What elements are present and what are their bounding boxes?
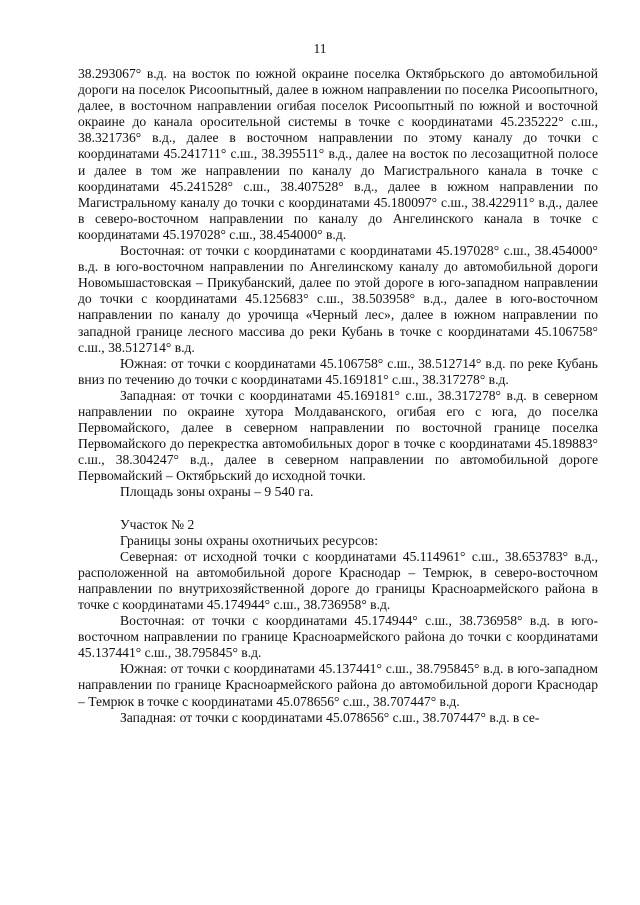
- section-spacer: [78, 501, 598, 517]
- paragraph-s2-south: Южная: от точки с координатами 45.137441° с.ш., 38.795845° в.д. в юго-западном направлении по границе Красноармейского района до автомобильной дороги Краснодар – Темрюк в точке с координатами 45.078656° с.ш., 38.707447° в.д.: [78, 661, 598, 709]
- paragraph-continuation: 38.293067° в.д. на восток по южной окраине поселка Октябрьского до автомобильной дороги на поселок Рисоопытный, далее в южном направлении по поселка Рисоопытного, далее, в восточном направлении огибая поселок Рисоопытный по южной и восточной окраине до канала оросительной системы в точке с координатами 45.235222° с.ш., 38.321736° в.д., далее в восточном направлении по этому каналу до точки с координатами 45.241711° с.ш., 38.395511° в.д., далее на восток по лесозащитной полосе и далее в том же направлении по каналу до Магистрального канала в точке с координатами 45.241528° с.ш., 38.407528° в.д., далее в южном направлении по Магистральному каналу до точки с координатами 45.180097° с.ш., 38.422911° в.д., далее в северо-восточном направлении по каналу до Ангелинского канала в точке с координатами 45.197028° с.ш., 38.454000° в.д.: [78, 66, 598, 242]
- document-body: [78, 66, 598, 726]
- paragraph-s2-west: Западная: от точки с координатами 45.078656° с.ш., 38.707447° в.д. в се-: [120, 709, 540, 725]
- paragraph-s2-north: Северная: от исходной точки с координатами 45.114961° с.ш., 38.653783° в.д., расположенной на автомобильной дороге Краснодар – Темрюк, в северо-восточном направлении по внутрихозяйственной дороге до границы Красноармейского района в точке с координатами 45.174944° с.ш., 38.736958° в.д.: [78, 548, 598, 612]
- section-heading: Участок № 2: [120, 516, 195, 532]
- section-subheading: Границы зоны охраны охотничьих ресурсов:: [120, 532, 378, 548]
- paragraph-west-boundary: Западная: от точки с координатами 45.169181° с.ш., 38.317278° в.д. в северном направлении по окраине хутора Молдаванского, огибая его с юга, до поселка Первомайского, далее в северном направлении по восточной границе поселка Первомайского до перекрестка автомобильных дорог в точке с координатами 45.189883° с.ш., 38.304247° в.д., далее в северном направлении по автомобильной дороге Первомайский – Октябрьский до исходной точки.: [78, 387, 598, 484]
- paragraph-south-boundary: Южная: от точки с координатами 45.106758° с.ш., 38.512714° в.д. по реке Кубань вниз по течению до точки с координатами 45.169181° с.ш., 38.317278° в.д.: [78, 355, 598, 387]
- paragraph-s2-east: Восточная: от точки с координатами 45.174944° с.ш., 38.736958° в.д. в юго-восточном направлении по границе Красноармейского района до точки с координатами 45.137441° с.ш., 38.795845° в.д.: [78, 613, 598, 661]
- paragraph-east-boundary: Восточная: от точки с координатами с координатами 45.197028° с.ш., 38.454000° в.д. в юго-восточном направлении по Ангелинскому каналу до автомобильной дороги Новомышастовская – Прикубанский, далее по этой дороге в юго-западном направлении до точки с координатами 45.125683° с.ш., 38.503958° в.д., далее в юго-восточном направлении по каналу до урочища «Черный лес», далее в южном направлении по западной границе лесного массива до реки Кубань в точке с координатами 45.106758° с.ш., 38.512714° в.д.: [78, 243, 598, 355]
- page-number: 11: [313, 41, 327, 56]
- paragraph-area: Площадь зоны охраны – 9 540 га.: [120, 484, 314, 500]
